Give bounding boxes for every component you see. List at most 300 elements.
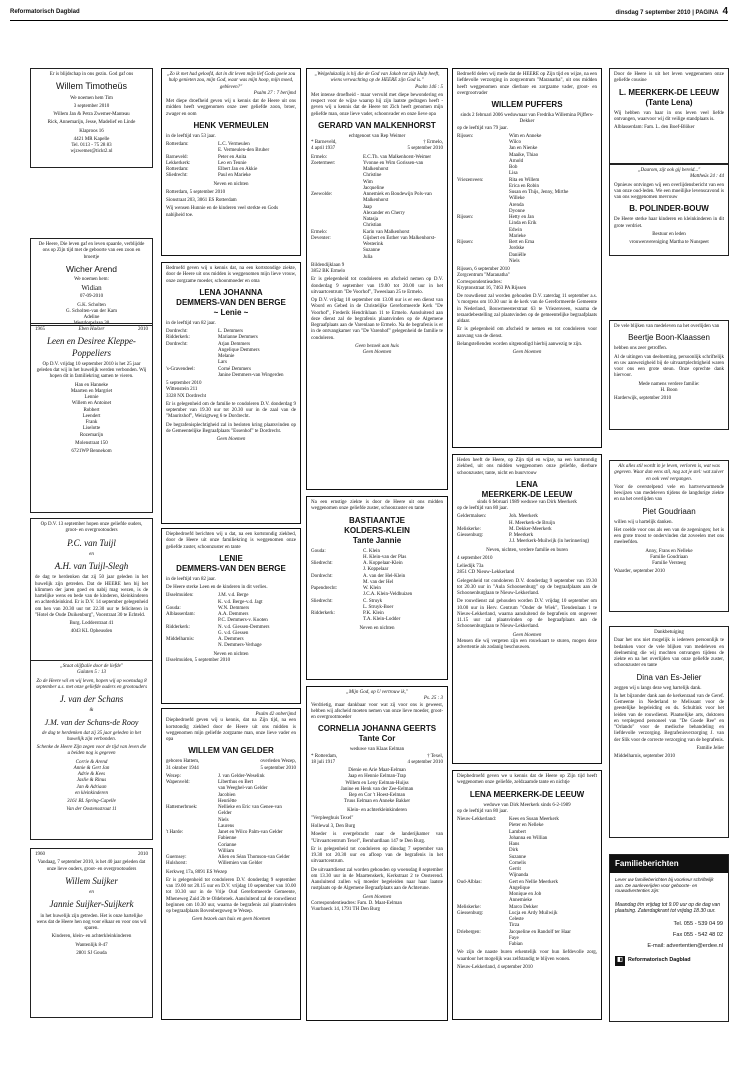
born-date: 31 oktober 1944 bbox=[166, 765, 199, 771]
relative-row bbox=[311, 192, 443, 205]
kids-list bbox=[35, 760, 148, 791]
list-item: Willem en Antoinet bbox=[71, 401, 112, 407]
list-item: Willem en Leny Eelman-Huijss bbox=[345, 780, 409, 786]
relative-place: Middelharnis: bbox=[166, 637, 195, 642]
ad-age: in de leeftijd van 53 jaar. bbox=[166, 133, 216, 139]
relative-name: Janet en Wilco Palm-van Gelder bbox=[218, 830, 283, 835]
page-section: PAGINA bbox=[695, 10, 719, 16]
ad-and: en bbox=[89, 551, 94, 557]
relative-place: Dordrecht: bbox=[166, 341, 188, 347]
relative-name: K. v.d. Berge-v.d. Jagt bbox=[218, 599, 263, 605]
ad-sign2: H. Boon bbox=[660, 387, 678, 393]
deceased-name: GERARD VAN MALKENHORST bbox=[318, 120, 436, 130]
ad-text3: Er is gelegenheid tot condoleren op dinsdag 7 september van 19.30 tot 20.30 uur en afloop van de begrafenis in het uitvaartcentrum. bbox=[311, 846, 443, 865]
list-item: Han en Hanneke bbox=[74, 382, 109, 388]
relative-name: H. Klein-van der Plas bbox=[363, 554, 407, 560]
died-date: 5 september 2010 bbox=[407, 146, 443, 152]
anniversary-ad-kleppe bbox=[30, 323, 153, 513]
relative-place: Ridderkerk: bbox=[166, 624, 190, 630]
relative-row bbox=[311, 236, 443, 249]
verse-ref: Psalm 27 : 7 berijmd bbox=[253, 90, 296, 96]
ad-text2: De rouwdienst zal worden gehouden D.V. zaterdag 11 september a.s. 's morgens om 10.30 uur in de kerk van de Gereformeerde Gemeente in Nederland, Bouwmeesterstraat 63 te Vriezenveen, waarna de teraardebestelling zal plaatsvinden op de gemeentelijke begraafplaats aldaar. bbox=[457, 294, 597, 324]
deceased-name-line2: KOLDERS-KLEIN bbox=[344, 525, 410, 535]
relative-place: Dordrecht: bbox=[166, 329, 188, 334]
relative-name: Jaap bbox=[363, 204, 372, 210]
relative-place: Geldermalsen: bbox=[457, 514, 487, 520]
relative-place: Sliedrecht: bbox=[311, 561, 333, 566]
relative-place: 't Harde: bbox=[166, 830, 184, 835]
ad-verse: Als alles stil wordt in je leven, verloren is, wat was gegeven. Waar dan eens stil, nog zat je stel: wat zuiver en ook veel vergangen. bbox=[614, 464, 724, 482]
ad-sub: sinds 6 februari 1989 weduwe van Dirk Meerkerk bbox=[477, 499, 577, 505]
ad-city: 3328 NX Dordrecht bbox=[166, 393, 206, 399]
relative-place: 's-Gravendeel: bbox=[166, 366, 195, 372]
ad-address: Kerkweg 17a, 8091 ES Wezep bbox=[166, 869, 228, 875]
obituary-malkenhorst bbox=[306, 68, 448, 490]
born-place: * Barneveld, bbox=[311, 140, 337, 145]
deceased-name-line1: CORNELIA JOHANNA GEERTS bbox=[317, 724, 437, 734]
relative-name: L. Struyk-Boer bbox=[363, 604, 394, 610]
ad-phone: Tel. 0113 - 75 28 83 bbox=[71, 143, 112, 148]
logo-icon: ◧ bbox=[615, 956, 625, 966]
ad-text4: Belangstellenden worden uitgenodigd hierbij aanwezig te zijn. bbox=[457, 341, 583, 347]
relative-name: Alexander en Cherry bbox=[363, 210, 405, 216]
ad-address2: Correspondentieadres: bbox=[457, 279, 502, 285]
relative-place: Gouda: bbox=[166, 605, 181, 611]
relative-place: Hattemerbroek: bbox=[166, 805, 198, 810]
relative-name: Christine bbox=[363, 173, 382, 179]
ad-kids: Kinderen, klein- en achterkleinkinderen bbox=[51, 934, 132, 940]
ad-parents: Willem Jan & Petra Zwemer-Manteau bbox=[53, 112, 130, 117]
ad-tail: Neven, nichten, verdere familie en buren bbox=[486, 547, 568, 553]
ad-text: Met diepe droefheid geven wij u kennis dat de Heere uit ons midden heeft weggenomen onze zeer geliefde zoon, broer, zwager en oom bbox=[166, 99, 296, 117]
relative-name: Annemieke bbox=[509, 898, 533, 904]
relative-place bbox=[311, 255, 363, 261]
ad-city: 4421 MR Kapelle bbox=[73, 136, 110, 142]
relative-place: Guernsey: bbox=[166, 855, 187, 860]
relatives bbox=[311, 549, 443, 624]
page-info: dinsdag 7 september 2010 | PAGINA 4 bbox=[615, 6, 728, 17]
ad-address: Klaproos 16 bbox=[79, 128, 104, 134]
ad-tail: Geen bloemen bbox=[512, 350, 542, 355]
ad-sign1: Mede namens verdere familie: bbox=[638, 381, 700, 387]
ad-text4: De uitvaartdienst zal worden gehouden op woensdag 8 september om 13.30 uur in de Maartenskerk, Kerkstraat 2 te Oosterend. Aansluitend zullen wij moeder begeleiden naar haar laatste rustplaats op de Algemene Begraafplaats aan de Achterune. bbox=[311, 867, 443, 892]
ad-note: Mensen die wij vergeten zijn een rouwkaart te sturen, mogen deze advertentie als zodanig beschouwen. bbox=[457, 638, 597, 650]
ad-age: in de leeftijd van 82 jaar. bbox=[166, 576, 216, 582]
ad-text2: willen wij u hartelijk danken. bbox=[614, 519, 673, 525]
died-date: 5 september 2010 bbox=[260, 765, 296, 771]
anniversary-ad-suijker bbox=[30, 848, 153, 1018]
relative-name: Maaike, Thiao bbox=[509, 152, 539, 158]
verse-ref: Mattheüs 24 : 44 bbox=[689, 174, 724, 180]
list-item: Corrie & Arend bbox=[75, 759, 108, 765]
relatives bbox=[457, 134, 597, 265]
relative-row bbox=[311, 255, 443, 261]
relative-name: W.N. Demmers bbox=[218, 605, 250, 611]
relative-place: Gouda: bbox=[311, 548, 326, 554]
year-end: 2010 bbox=[138, 327, 148, 332]
died-place: † Ermelo, bbox=[423, 140, 443, 145]
relative-name: Julia bbox=[363, 254, 373, 260]
relative-name: Monique en Job bbox=[509, 892, 542, 897]
deceased-name: WILLEM PUFFERS bbox=[491, 100, 563, 109]
ad-tail: Klein- en achterkleinkinderen bbox=[347, 807, 407, 813]
ad-text3: Op D.V. vrijdag 10 september om 13.00 uur is er een dienst van Woord en Gebed in de Christelijke Gereformeerde Kerk "De Voorhof", Frederik Hendriklaan 11 te Ermelo. Aansluitend aan deze dienst zal de begrafenis plaatsvinden op de Algemene Begraafplaats aan de Varenlaan te Ermelo. Na de begrafenis is er in de ontvangkamer van "De Varenhof" gelegenheid de familie te condoleren. bbox=[311, 298, 443, 341]
ad-verse: „Welgelukzalig is hij die de God van Jakob tot zijn Hulp heeft, wiens verwachting op de HEERE zijn God is." bbox=[314, 72, 440, 84]
kids-list bbox=[311, 768, 443, 806]
relative-place: Rijssen: bbox=[457, 215, 474, 220]
relative-name: P.K. Klein bbox=[363, 611, 384, 616]
deceased-name-line1: LENA bbox=[516, 479, 538, 489]
couple-name-line1: Leen en Desiree Kleppe- bbox=[47, 336, 136, 347]
relative-name: van Weeghel-van Gelder bbox=[218, 786, 268, 792]
relatives bbox=[166, 329, 296, 379]
relative-name: Bob bbox=[509, 165, 518, 170]
relative-name: Marieke bbox=[509, 233, 526, 239]
ad-sub: weduwe van Klaas Eelman bbox=[349, 747, 405, 753]
list-item: Frank bbox=[85, 420, 98, 425]
ad-text2: zeggen wij u langs deze weg hartelijk dank. bbox=[614, 685, 702, 691]
obituary-meerkerk bbox=[452, 454, 602, 764]
ad-tail1: Geen bezoek aan huis bbox=[355, 343, 399, 349]
ad-city: 2801 SJ Gouda bbox=[76, 950, 107, 956]
relative-name: Suzanne bbox=[509, 854, 526, 860]
ad-sign: Alblasserdam: Fam. L. den Boef-Blöker bbox=[614, 125, 695, 130]
page-header bbox=[10, 6, 728, 21]
deceased-name-line2: MEERKERK-DE LEEUW bbox=[481, 489, 573, 499]
relative-name: Dyonne bbox=[509, 208, 525, 214]
ad-city: Van der Oostensstraat 11 bbox=[66, 807, 117, 813]
relative-name: Henriëtte bbox=[218, 798, 237, 804]
deceased-name: L. MEERKERK-DE LEEUW bbox=[619, 87, 719, 97]
relative-name: Kees en Susan Meerkerk bbox=[509, 817, 559, 822]
ad-place: Waarder, september 2010 bbox=[614, 569, 665, 575]
ad-address: Zorgcentrum "Maranatha" bbox=[457, 273, 510, 279]
deceased-name: Dina van Es-Jelier bbox=[636, 672, 702, 682]
relative-name: J.M. v.d. Berge bbox=[218, 593, 249, 599]
page-number: 4 bbox=[722, 6, 728, 17]
ad-sign2: Familie Goudriaan bbox=[650, 554, 688, 560]
relative-name: Fabian bbox=[509, 942, 523, 947]
ad-address: 3161 BL Spring-Capelle bbox=[67, 799, 116, 804]
ad-verse: „Daarom, zijt ook gij bereid..." bbox=[637, 168, 701, 173]
relative-place: Zoetermeer: bbox=[311, 160, 336, 166]
ad-tail: Geen bezoek aan huis en geen bloemen bbox=[191, 917, 271, 923]
relative-name: Bert en Erna bbox=[509, 240, 535, 245]
relative-name: Cornelis bbox=[509, 860, 526, 866]
obituary-meerkerk-family bbox=[452, 770, 602, 1020]
email[interactable]: E-mail: advertentien@erdee.nl bbox=[647, 942, 723, 949]
relative-place: Wezep: bbox=[166, 773, 181, 779]
relative-name: J.C.A. Klein-Veldhuizen bbox=[363, 592, 413, 598]
year-end: 2010 bbox=[138, 852, 148, 857]
ad-text3: Er is gelegenheid om afscheid te nemen en tot condoleren voor aanvang van de dienst. bbox=[457, 327, 597, 339]
date-line bbox=[311, 146, 443, 152]
relative-row bbox=[166, 173, 296, 179]
kids-list bbox=[35, 383, 148, 439]
ad-nick: Widian bbox=[81, 283, 102, 292]
family-notices-title: Familieberichten bbox=[610, 855, 728, 873]
ad-text2: De Heere sterke Leen en de kinderen in dit verlies. bbox=[166, 585, 268, 590]
ad-text: Diepbedroefd geven wij u kennis, dat na Zijn tijd, na een kortstondig ziekbed door de Heere uit ons midden is weggenomen mijn geliefde zorgzame man, onze lieve vader en opa bbox=[166, 718, 296, 742]
date-line bbox=[311, 760, 443, 766]
obituary-kolders bbox=[306, 496, 448, 680]
list-item: Adrie & Kees bbox=[77, 772, 106, 777]
relative-place: Ermelo: bbox=[311, 154, 328, 160]
ad-tail2: Geen bloemen bbox=[362, 350, 392, 355]
relative-name: Lambert bbox=[509, 829, 526, 835]
relative-name: Jacqueline bbox=[363, 185, 385, 191]
relative-name: Jacqueline en Randolf ter Haar bbox=[509, 929, 571, 935]
logo-label: Reformatorisch Dagblad bbox=[628, 957, 691, 964]
verse-ref: Psalm 42 onberijmd bbox=[255, 712, 296, 717]
relative-name: Jacobien bbox=[218, 792, 236, 798]
relative-name: Gerrit bbox=[509, 867, 521, 872]
obituary-puffers bbox=[452, 68, 602, 448]
anniversary-ad-schans bbox=[30, 660, 153, 840]
ad-address: Wantenlijk 8-47 bbox=[75, 942, 108, 948]
relatives bbox=[166, 593, 296, 649]
ad-text3: Schenke de Heere Zijn zegen voor de tijd van leven die u beiden nog is gegeven bbox=[36, 745, 147, 757]
birth-ad-wicher bbox=[30, 238, 153, 326]
list-item: Annie & Gert Jan bbox=[73, 765, 110, 771]
relative-name: A. van der Hel-Klein bbox=[363, 573, 406, 579]
deceased-name: LENA MEERKERK-DE LEEUW bbox=[469, 789, 585, 799]
relative-name: Wilco bbox=[509, 140, 522, 145]
ad-text2: in het huwelijk zijn getreden. Het is onze hartelijke wens dat de Heere hen nog voor elkaar en voor ons wil sparen. bbox=[36, 913, 147, 931]
ad-and: & bbox=[89, 708, 94, 714]
died-date: 4 september 2010 bbox=[407, 759, 443, 765]
ad-text: Voor de overstelpend vele en hartverwarmende bewijzen van medeleven tijdens de langdurige ziekte en na het overlijden van bbox=[614, 484, 724, 503]
deceased-nick: (Tante Lena) bbox=[645, 97, 693, 107]
born-place: geboren Hattem, bbox=[166, 759, 200, 765]
relative-place: Zeewolde: bbox=[311, 192, 333, 197]
relative-place: Sliedrecht: bbox=[166, 173, 188, 179]
deceased-name: Beertje Boon-Klaassen bbox=[628, 333, 710, 343]
page-date: dinsdag 7 september 2010 bbox=[615, 10, 691, 16]
relative-name: Natasja bbox=[363, 217, 378, 222]
list-item: Maarten en Margriet bbox=[70, 388, 113, 394]
ad-tail: Neven en nichten bbox=[213, 651, 249, 657]
relative-place bbox=[457, 259, 509, 265]
verse-ref: Ps. 25 : 3 bbox=[423, 696, 443, 702]
relative-name: Lucja en Ardy Muilwijk bbox=[509, 910, 558, 916]
ad-text: Vandaag, 7 september 2010, is het 40 jaar geleden dat onze lieve ouders, groot- en overgrootouders bbox=[37, 860, 146, 872]
relative-name: Corné Demmers bbox=[218, 366, 251, 372]
ad-text: Bedroefd delen wij mede dat de HEERE op Zijn tijd en wijze, na een liefdevolle verzorging in zorgcentrum "Maranatha", uit ons midden heeft weggenomen onze dierbare en zorgzame vader, groot- en overgrootvader bbox=[457, 72, 597, 96]
notice-cousine bbox=[609, 68, 729, 164]
relative-name: Yvonne en Wim Gorissen-van Malkenhorst bbox=[363, 160, 424, 172]
publisher-logo bbox=[610, 952, 728, 970]
relative-name: Johanna en Willian bbox=[509, 835, 548, 841]
list-item: Jaslie & Rinus bbox=[76, 778, 107, 784]
relative-name: P. Meerkerk bbox=[509, 533, 534, 538]
relative-name: A. Koppelaar-Klein bbox=[363, 561, 403, 566]
year-start: 1965 bbox=[35, 327, 45, 332]
relative-name: Hetty en Jan bbox=[509, 215, 534, 220]
ad-text: Zo de Heere wil en wij leven, hopen wij op woensdag 8 september a.s. met onze geliefde ouders en grootouders bbox=[35, 678, 148, 690]
relative-name: N. v.d. Giessen-Demmers bbox=[218, 624, 270, 630]
ad-text: Opnieuw ontvingen wij een overlijdensbericht van een van onze oud-leden. We een moeilijke levenscavond is van ons weggenomen mevrouw bbox=[614, 182, 724, 200]
relative-place: Giessenburg: bbox=[457, 533, 484, 538]
relative-place: IJsselmuiden: bbox=[166, 593, 194, 599]
deceased-name: HENK VERMEULEN bbox=[193, 120, 269, 130]
list-item: Bep en Cor 't Hoest-Eelman bbox=[348, 793, 406, 798]
relatives bbox=[166, 774, 296, 868]
relative-place bbox=[457, 942, 509, 948]
relative-name: Wijnanda bbox=[509, 873, 529, 879]
list-item: Rozemarijn bbox=[79, 432, 104, 438]
relative-name: Willeke bbox=[509, 196, 525, 202]
ad-text: Daar het ons niet mogelijk is iedereen persoonlijk te bedanken voor de vele blijken van medeleven en deelneming die wij mochten ontvangen tijdens de ziekte en na het overlijden van onze geliefde zuster, schoonzuster en tante bbox=[614, 638, 724, 669]
family-notices-text2: Maandag t/m vrijdag tot 9.00 uur op de dag van plaatsing. Zaterdagkrant tot vrijdag 18.30 uur. bbox=[615, 902, 721, 915]
relative-name: H. Meerkerk-de Bruijn bbox=[509, 520, 555, 526]
ad-address3: Kryptonstraat 16, 7463 PA Rijssen bbox=[457, 285, 527, 291]
relative-row bbox=[457, 942, 597, 948]
relative-row bbox=[311, 161, 443, 174]
name-husband: Willem Suijker bbox=[65, 875, 118, 886]
ad-address2: Correspondentieadres: Fam. D. Maat-Eelman bbox=[311, 900, 402, 906]
ad-email: wjzwemer@tickt2.nl bbox=[70, 149, 113, 155]
ad-parent1: G.K. Scholten bbox=[77, 302, 106, 308]
ad-text: Verdrietig, maar dankbaar voor wat zij voor ons is geweest, hebben wij afscheid moeten nemen van onze lieve moeder, groot- en overgrootmoeder bbox=[311, 702, 443, 720]
ad-tail: en kleinkinderen bbox=[75, 790, 108, 796]
deceased-name-line1: BASTIAANTJE bbox=[348, 515, 405, 525]
thanks-jelier bbox=[609, 626, 729, 838]
relative-name: Marianne Demmers bbox=[218, 335, 258, 341]
relative-name: Celeste bbox=[509, 917, 524, 922]
relative-place: Deventer: bbox=[311, 235, 331, 241]
born-date: 4 april 1937 bbox=[311, 146, 336, 152]
year-line bbox=[35, 327, 148, 333]
notice-polinder bbox=[609, 164, 729, 256]
relative-name: Daniëlle bbox=[509, 252, 526, 258]
ad-verse: „Staat olijfzalie door de liefde" bbox=[60, 664, 123, 669]
relative-name: William bbox=[218, 848, 235, 854]
relative-name: Linda en Erik bbox=[509, 221, 537, 227]
relative-name: Suzanne bbox=[363, 248, 380, 254]
obituary-demmers bbox=[161, 262, 301, 524]
deceased-nick: ~ Lenie ~ bbox=[213, 307, 249, 317]
ad-verse: „Mijn God, op U vertrouw ik," bbox=[346, 690, 408, 695]
deceased-name: B. POLINDER-BOUW bbox=[629, 204, 709, 214]
list-item: Liselotte bbox=[82, 426, 101, 432]
relatives bbox=[166, 142, 296, 180]
ad-place: Rijssen, 6 september 2010 bbox=[457, 267, 510, 272]
relative-name: P.C. Demmers-v. Kooten bbox=[218, 618, 268, 624]
relative-name: Dirk bbox=[509, 848, 519, 854]
anniversary-ad-vantuijl bbox=[30, 518, 153, 661]
relative-name: Liberthus en Bert bbox=[218, 780, 253, 785]
relative-name: Leo en Teunie bbox=[218, 160, 247, 166]
ad-age: in de leeftijd van 82 jaar. bbox=[166, 320, 216, 326]
list-item: Dienie en Arie Maat-Eelman bbox=[348, 768, 406, 773]
ad-text: De vele blijken van medeleven na het overlijden van bbox=[614, 324, 720, 329]
ad-text2: Gelegenheid tot condoleren D.V. donderdag 9 september van 19.30 tot 20.30 uur in "Aula Schoonenburg" op de begraafplaats aan de Schoonenburglaan te Nieuw-Lekkerland. bbox=[457, 578, 597, 596]
date-line bbox=[166, 766, 296, 772]
relatives bbox=[457, 817, 597, 948]
relative-place bbox=[166, 643, 218, 649]
ad-tail: Geen bloemen bbox=[216, 437, 246, 442]
year-start: 1960 bbox=[35, 852, 45, 857]
ad-and: en bbox=[89, 890, 94, 895]
relative-name: C. Klein bbox=[363, 548, 380, 554]
relative-name: Laurens bbox=[218, 823, 235, 829]
ad-sub: weduwe van Dirk Meerkerk sinds 6-2-1989 bbox=[483, 802, 571, 808]
relative-row bbox=[166, 373, 296, 379]
ad-sub: echtgenoot van Rep Weimer bbox=[348, 133, 406, 139]
ad-tail: Neven en nichten bbox=[359, 625, 395, 631]
thanks-goudriaan bbox=[609, 460, 729, 612]
fax: Fax 055 - 542 48 02 bbox=[672, 931, 723, 938]
deceased-name-line2: DEMMERS-VAN DEN BERGE bbox=[176, 563, 286, 573]
relative-place: Hulshorst: bbox=[166, 861, 187, 867]
relative-name: Niels bbox=[509, 258, 520, 264]
obituary-vangelder bbox=[161, 708, 301, 1020]
ad-intro: Er is blijdschap in ons gezin. God gaf ons bbox=[49, 72, 134, 77]
relative-place: Meliskerke: bbox=[457, 526, 481, 532]
ad-title: Dankbetuiging bbox=[654, 630, 684, 635]
ad-place: 5 september 2010 bbox=[166, 381, 202, 386]
relative-name: Tirza bbox=[509, 923, 520, 929]
relative-name: E. Vermeulen-den Bruber bbox=[218, 148, 270, 154]
relative-name: Niels bbox=[218, 817, 229, 823]
relative-name: Melanie bbox=[218, 354, 235, 359]
list-item: Jan & Adriaan bbox=[76, 784, 107, 790]
relative-place: Lekkerkerk: bbox=[166, 160, 191, 166]
name-wife: A.H. van Tuijl-Slegh bbox=[54, 561, 129, 571]
ad-address: Bildendijklaan 9 bbox=[311, 262, 345, 268]
ad-city: 3852 BK Ermelo bbox=[311, 269, 346, 274]
ad-text: Diepbedroefd geven we u kennis dat de Heere op Zijn tijd heeft weggenomen onze geliefde, zeldzaamde tante en nichtje bbox=[457, 774, 597, 786]
ad-note: Wij wensen Hunnie en de kinderen veel sterkte en Gods nabijheid toe. bbox=[166, 206, 279, 218]
name-husband: J. van der Schans bbox=[59, 694, 124, 704]
ad-sign: Familie Jelier bbox=[696, 745, 724, 751]
relative-place: Ridderkerk: bbox=[311, 611, 335, 616]
relative-place: Rijssen: bbox=[457, 240, 474, 245]
ad-address: Burg. Lodderstraat 41 bbox=[69, 621, 114, 626]
ad-place: 4 september 2010 bbox=[457, 555, 493, 561]
relative-name: M. van der Hel bbox=[363, 579, 394, 585]
relative-name: J. Koppelaar bbox=[363, 567, 389, 573]
relative-name: Arjan Demmers bbox=[218, 341, 251, 347]
relative-name: L. Demmers bbox=[218, 329, 243, 334]
ad-age: op de leeftijd van 80 jaar. bbox=[457, 506, 508, 511]
relative-name: Christian bbox=[363, 223, 382, 229]
relative-row bbox=[311, 617, 443, 623]
ad-nick-label: We noemen hem: bbox=[74, 277, 109, 283]
relatives bbox=[457, 514, 597, 545]
deceased-name-line1: LENIE bbox=[219, 553, 243, 563]
ad-text: Heden heeft de Heere, op Zijn tijd en wijze, na een kortstondig ziekbed, uit ons midden weggenomen onze geliefde, dierbare schoonzuster, tante, nicht en buurvrouw bbox=[457, 458, 597, 476]
obituary-lenie-demmers bbox=[161, 528, 301, 704]
ad-address: Hollewal 3, Den Burg bbox=[311, 824, 356, 829]
ad-text2: Er is gelegenheid tot condoleren en afscheid nemen op D.V. donderdag 9 september van 19.00 tot 20.00 uur in het uitvaartcentrum "De Voorhof", Tweeslaan 25 te Ermelo. bbox=[311, 277, 443, 295]
relative-place: Papendrecht: bbox=[311, 586, 338, 591]
died-place: † Texel, bbox=[427, 753, 443, 759]
deceased-nick: Tante Cor bbox=[358, 734, 396, 744]
name-husband: P.C. van Tuijl bbox=[67, 537, 116, 548]
relative-place: Barneveld: bbox=[166, 154, 188, 160]
relative-place: Rotterdam: bbox=[166, 167, 189, 172]
ad-address3: Vuurbaeck 14, 1791 TH Den Burg bbox=[311, 907, 380, 912]
relative-name: Annemiek en Boudewijn Pols-van Malkenhorst bbox=[363, 192, 432, 204]
deceased-name: WILLEM VAN GELDER bbox=[188, 746, 274, 756]
relative-name: Paul en Marieke bbox=[218, 173, 251, 179]
relative-name: J. van Gelder-Weselink bbox=[218, 773, 265, 779]
relative-name: W. Klein bbox=[363, 586, 381, 591]
paper-name: Reformatorisch Dagblad bbox=[10, 9, 80, 15]
relative-name: Hans bbox=[509, 842, 520, 847]
